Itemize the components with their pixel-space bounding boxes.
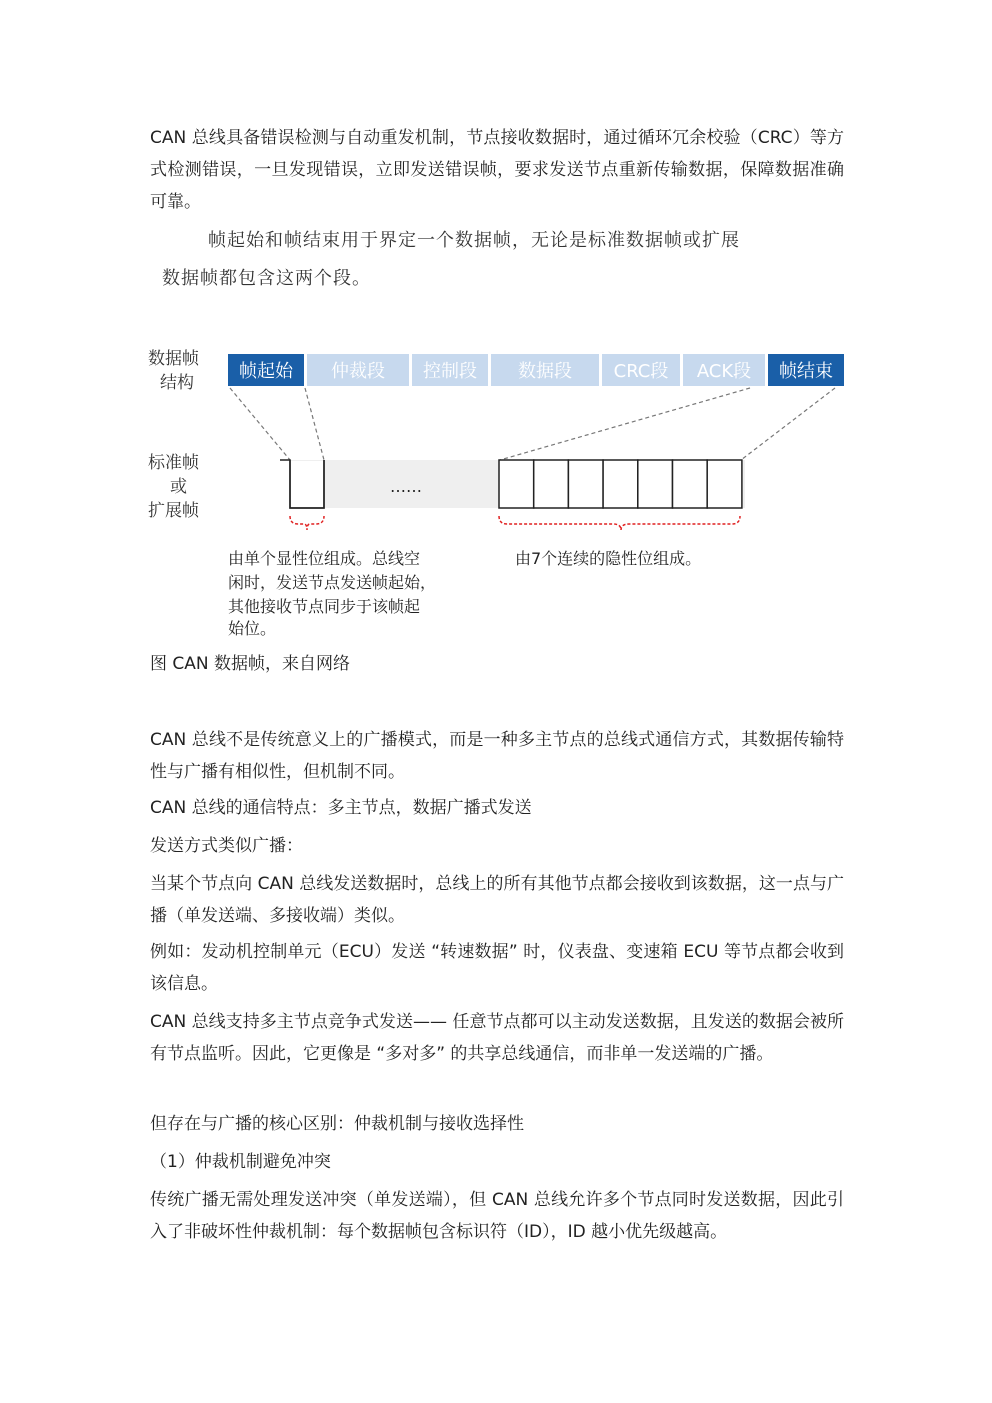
intro-paragraph: CAN 总线具备错误检测与自动重发机制，节点接收数据时，通过循环冗余校验（CRC）等方式检测错误，一旦发现错误，立即发送错误帧，要求发送节点重新传输数据，保障数据准确可靠。 [150, 128, 844, 212]
eof-bit-4 [638, 460, 673, 508]
note-sof-line-1: 由单个显性位组成。总线空 [228, 549, 421, 568]
note-sof-line-4: 始位。 [228, 619, 277, 638]
row-label-frame-1: 标准帧 [148, 453, 199, 473]
connector-eof-left [500, 388, 750, 460]
paragraph-6: CAN 总线支持多主节点竞争式发送—— 任意节点都可以主动发送数据，且发送的数据会被所有节点监听。因此，它更像是 “多对多” 的共享总线通信，而非单一发送端的广播。 [150, 1012, 844, 1064]
paragraph-7: 但存在与广播的核心区别：仲裁机制与接收选择性 [150, 1114, 524, 1134]
paragraph-8: （1）仲裁机制避免冲突 [150, 1152, 331, 1172]
segment-label-5: ACK段 [696, 361, 752, 382]
ellipsis-dots: …… [390, 477, 422, 496]
segment-label-1: 仲裁段 [331, 361, 385, 382]
sof-pulse-fill [291, 461, 323, 507]
eof-bits [499, 460, 742, 508]
segment-label-4: CRC段 [613, 361, 669, 382]
row-label-frame-2: 或 [170, 477, 187, 497]
connector-sof-right [305, 388, 324, 460]
figure-caption: 图 CAN 数据帧，来自网络 [150, 654, 351, 674]
segment-label-6: 帧结束 [779, 361, 833, 382]
image-text-line-1: 帧起始和帧结束用于界定一个数据帧，无论是标准数据帧或扩展 [208, 230, 740, 251]
image-text-line-2: 数据帧都包含这两个段。 [162, 268, 371, 289]
eof-bit-3 [603, 460, 638, 508]
connector-eof-right [741, 388, 835, 460]
paragraph-4: 当某个节点向 CAN 总线发送数据时，总线上的所有其他节点都会接收到该数据，这一点与广播（单发送端、多接收端）类似。 [150, 874, 844, 926]
paragraph-3: 发送方式类似广播： [150, 836, 303, 856]
segment-label-3: 数据段 [518, 361, 572, 382]
eof-bit-0 [499, 460, 534, 508]
eof-bit-5 [673, 460, 708, 508]
row-label-structure-2: 结构 [160, 373, 194, 393]
sof-brace [290, 516, 324, 530]
segment-label-0: 帧起始 [239, 361, 293, 382]
eof-bit-1 [534, 460, 569, 508]
row-label-frame-3: 扩展帧 [148, 501, 199, 521]
note-eof: 由7个连续的隐性位组成。 [515, 549, 702, 568]
paragraph-2: CAN 总线的通信特点：多主节点，数据广播式发送 [150, 798, 532, 818]
connector-lines [230, 388, 835, 460]
paragraph-5: 例如：发动机控制单元（ECU）发送 “转速数据” 时，仪表盘、变速箱 ECU 等节点都会收到该信息。 [150, 942, 844, 994]
row-label-structure-1: 数据帧 [148, 349, 199, 369]
segment-label-2: 控制段 [423, 361, 477, 382]
paragraph-9: 传统广播无需处理发送冲突（单发送端），但 CAN 总线允许多个节点同时发送数据，因此引入了非破坏性仲裁机制：每个数据帧包含标识符（ID），ID 越小优先级越高。 [150, 1190, 844, 1242]
note-sof-line-3: 其他接收节点同步于该帧起 [228, 597, 421, 616]
can-frame-diagram [140, 340, 850, 640]
eof-bit-2 [568, 460, 603, 508]
eof-bit-6 [707, 460, 742, 508]
note-sof-line-2: 闲时，发送节点发送帧起始， [228, 573, 437, 592]
segment-bar [228, 354, 844, 386]
connector-sof-left [230, 388, 290, 460]
paragraph-1: CAN 总线不是传统意义上的广播模式，而是一种多主节点的总线式通信方式，其数据传输特性与广播有相似性，但机制不同。 [150, 730, 844, 782]
eof-brace [499, 516, 740, 530]
